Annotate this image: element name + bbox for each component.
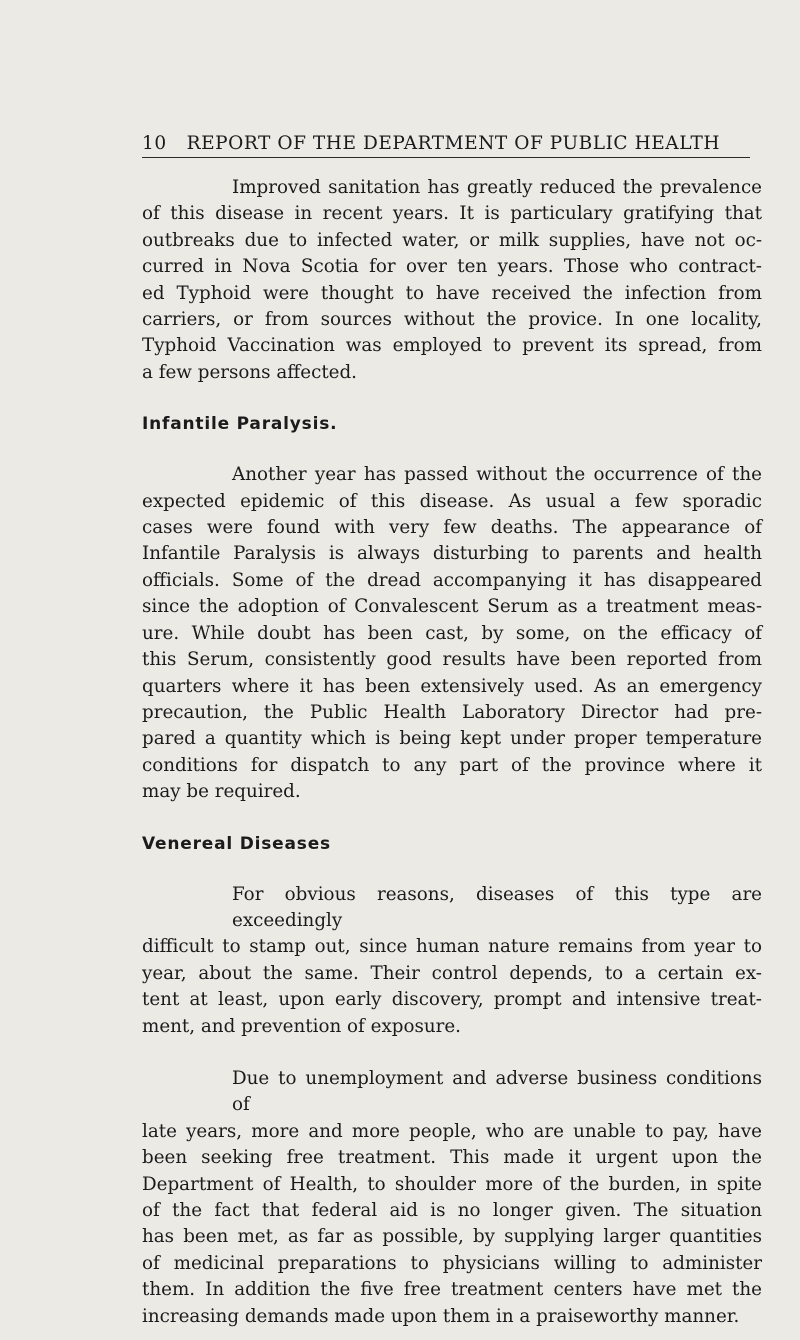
text-line: conditions for dispatch to any part of the province where it	[142, 754, 762, 776]
text-line: year, about the same. Their control depends, to a certain ex-	[142, 962, 762, 984]
text-line: quarters where it has been extensively used. As an emergency	[142, 675, 762, 697]
text-line: Another year has passed without the occurrence of the	[232, 464, 762, 486]
text-line: a few persons affected.	[142, 361, 357, 383]
text-line: expected epidemic of this disease. As usual a few sporadic	[142, 490, 762, 512]
page-number: 10	[142, 133, 167, 154]
section-infantile-paralysis	[142, 411, 762, 805]
text-line: them. In addition the five free treatment centers have met the	[142, 1279, 762, 1301]
running-title: REPORT OF THE DEPARTMENT OF PUBLIC HEALTH	[186, 133, 721, 154]
text-line: difficult to stamp out, since human nature remains from year to	[142, 936, 762, 958]
text-line: Improved sanitation has greatly reduced the prevalence	[232, 177, 762, 198]
text-line: officials. Some of the dread accompanying it has disappeared	[142, 569, 762, 591]
paragraph	[142, 882, 762, 1040]
text-line: may be required.	[142, 781, 301, 803]
text-line: of the fact that federal aid is no longer given. The situation	[142, 1200, 762, 1221]
body-text	[142, 175, 762, 1330]
text-line: Infantile Paralysis is always disturbing to parents and health	[142, 543, 762, 565]
text-line: tent at least, upon early discovery, prompt and intensive treat-	[142, 989, 762, 1011]
text-line: precaution, the Public Health Laboratory Director had pre-	[142, 701, 762, 723]
text-line: has been met, as far as possible, by supplying larger quantities	[142, 1226, 762, 1248]
text-line: curred in Nova Scotia for over ten years. Those who contract-	[142, 256, 762, 278]
section-heading: Venereal Diseases	[142, 833, 331, 854]
text-line: For obvious reasons, diseases of this type are exceedingly	[232, 883, 762, 931]
text-line: ed Typhoid were thought to have received the infection from	[142, 282, 762, 304]
running-header	[142, 133, 750, 158]
text-line: ure. While doubt has been cast, by some, on the efficacy of	[142, 622, 762, 644]
section-typhoid	[142, 175, 762, 386]
text-line: carriers, or from sources without the provice. In one locality,	[142, 309, 762, 331]
paragraph	[142, 462, 762, 805]
paragraph	[142, 1066, 762, 1330]
text-line: outbreaks due to infected water, or milk supplies, have not oc-	[142, 229, 762, 251]
text-line: cases were found with very few deaths. The appearance of	[142, 517, 762, 539]
text-line: been seeking free treatment. This made it urgent upon the	[142, 1147, 762, 1169]
text-line: pared a quantity which is being kept under proper temperature	[142, 728, 762, 750]
text-line: Typhoid Vaccination was employed to prevent its spread, from	[142, 335, 762, 357]
text-line: increasing demands made upon them in a praiseworthy manner.	[142, 1305, 740, 1327]
section-heading: Infantile Paralysis.	[142, 414, 338, 435]
text-line: ment, and prevention of exposure.	[142, 1015, 461, 1037]
text-line: Department of Health, to shoulder more of the burden, in spite	[142, 1173, 762, 1195]
paragraph	[142, 175, 762, 386]
text-line: late years, more and more people, who are unable to pay, have	[142, 1120, 762, 1142]
text-line: Due to unemployment and adverse business conditions of	[232, 1067, 762, 1116]
section-venereal-diseases	[142, 831, 762, 1331]
text-line: of medicinal preparations to physicians willing to administer	[142, 1252, 762, 1274]
text-line: this Serum, consistently good results have been reported from	[142, 649, 762, 671]
text-line: since the adoption of Convalescent Serum as a treatment meas-	[142, 596, 762, 618]
text-line: of this disease in recent years. It is particulary gratifying that	[142, 203, 762, 225]
